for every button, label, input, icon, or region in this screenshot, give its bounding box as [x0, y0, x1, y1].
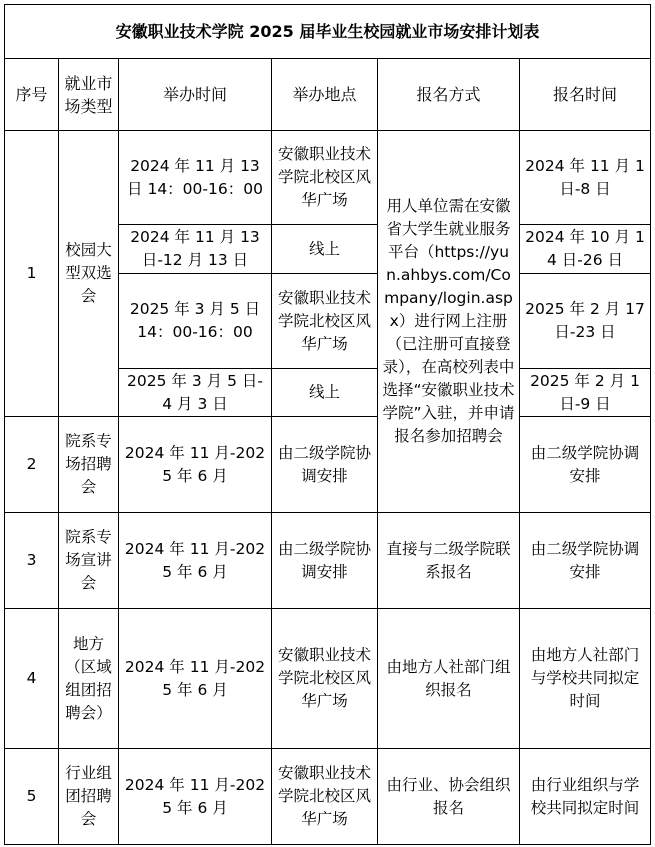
seq-cell: 1: [5, 131, 59, 417]
place-cell: 安徽职业技术学院北校区风华广场: [272, 131, 378, 225]
method-cell: 用人单位需在安徽省大学生就业服务平台（https://yun.ahbys.com/Company/login.aspx）进行网上注册（已注册可直接登录），在高校列表中选择“安徽职业技术学院”入驻，并申请报名参加招聘会: [378, 131, 520, 513]
table-row: [5, 513, 651, 609]
place-cell: 由二级学院协调安排: [272, 513, 378, 609]
time-cell: 2025 年 3 月 5 日 14：00-16：00: [119, 274, 272, 369]
time-cell: 2024 年 11 月-2025 年 6 月: [119, 749, 272, 845]
seq-cell: 5: [5, 749, 59, 845]
time-cell: 2024 年 11 月 13 日 14：00-16：00: [119, 131, 272, 225]
table-row: [5, 131, 651, 225]
place-cell: 线上: [272, 369, 378, 417]
place-cell: 安徽职业技术学院北校区风华广场: [272, 749, 378, 845]
market-type-cell: 校园大型双选会: [59, 131, 119, 417]
time-cell: 2024 年 11 月-2025 年 6 月: [119, 417, 272, 513]
header-place: 举办地点: [272, 59, 378, 131]
header-row: [5, 59, 651, 131]
reg-time-cell: 2024 年 10 月 14 日-26 日: [520, 225, 651, 274]
recruitment-plan-table: [4, 4, 651, 845]
table-row: [5, 609, 651, 749]
table-row: [5, 749, 651, 845]
market-type-cell: 地方（区域组团招聘会）: [59, 609, 119, 749]
reg-time-cell: 由地方人社部门与学校共同拟定时间: [520, 609, 651, 749]
seq-cell: 3: [5, 513, 59, 609]
time-cell: 2025 年 3 月 5 日-4 月 3 日: [119, 369, 272, 417]
market-type-cell: 行业组团招聘会: [59, 749, 119, 845]
header-reg-time: 报名时间: [520, 59, 651, 131]
method-cell: 直接与二级学院联系报名: [378, 513, 520, 609]
header-market-type: 就业市场类型: [59, 59, 119, 131]
reg-time-cell: 由行业组织与学校共同拟定时间: [520, 749, 651, 845]
time-cell: 2024 年 11 月-2025 年 6 月: [119, 513, 272, 609]
time-cell: 2024 年 11 月-2025 年 6 月: [119, 609, 272, 749]
header-seq: 序号: [5, 59, 59, 131]
reg-time-cell: 2024 年 11 月 1 日-8 日: [520, 131, 651, 225]
place-cell: 安徽职业技术学院北校区风华广场: [272, 609, 378, 749]
market-type-cell: 院系专场招聘会: [59, 417, 119, 513]
reg-time-cell: 由二级学院协调安排: [520, 417, 651, 513]
header-time: 举办时间: [119, 59, 272, 131]
place-cell: 由二级学院协调安排: [272, 417, 378, 513]
reg-time-cell: 由二级学院协调安排: [520, 513, 651, 609]
seq-cell: 4: [5, 609, 59, 749]
title-row: [5, 5, 651, 59]
method-cell: 由行业、协会组织报名: [378, 749, 520, 845]
method-cell: 由地方人社部门组织报名: [378, 609, 520, 749]
market-type-cell: 院系专场宣讲会: [59, 513, 119, 609]
reg-time-cell: 2025 年 2 月 1 日-9 日: [520, 369, 651, 417]
table-row: [5, 417, 651, 513]
time-cell: 2024 年 11 月 13 日-12 月 13 日: [119, 225, 272, 274]
place-cell: 安徽职业技术学院北校区风华广场: [272, 274, 378, 369]
reg-time-cell: 2025 年 2 月 17 日-23 日: [520, 274, 651, 369]
header-method: 报名方式: [378, 59, 520, 131]
place-cell: 线上: [272, 225, 378, 274]
table-title: 安徽职业技术学院 2025 届毕业生校园就业市场安排计划表: [5, 5, 651, 59]
seq-cell: 2: [5, 417, 59, 513]
